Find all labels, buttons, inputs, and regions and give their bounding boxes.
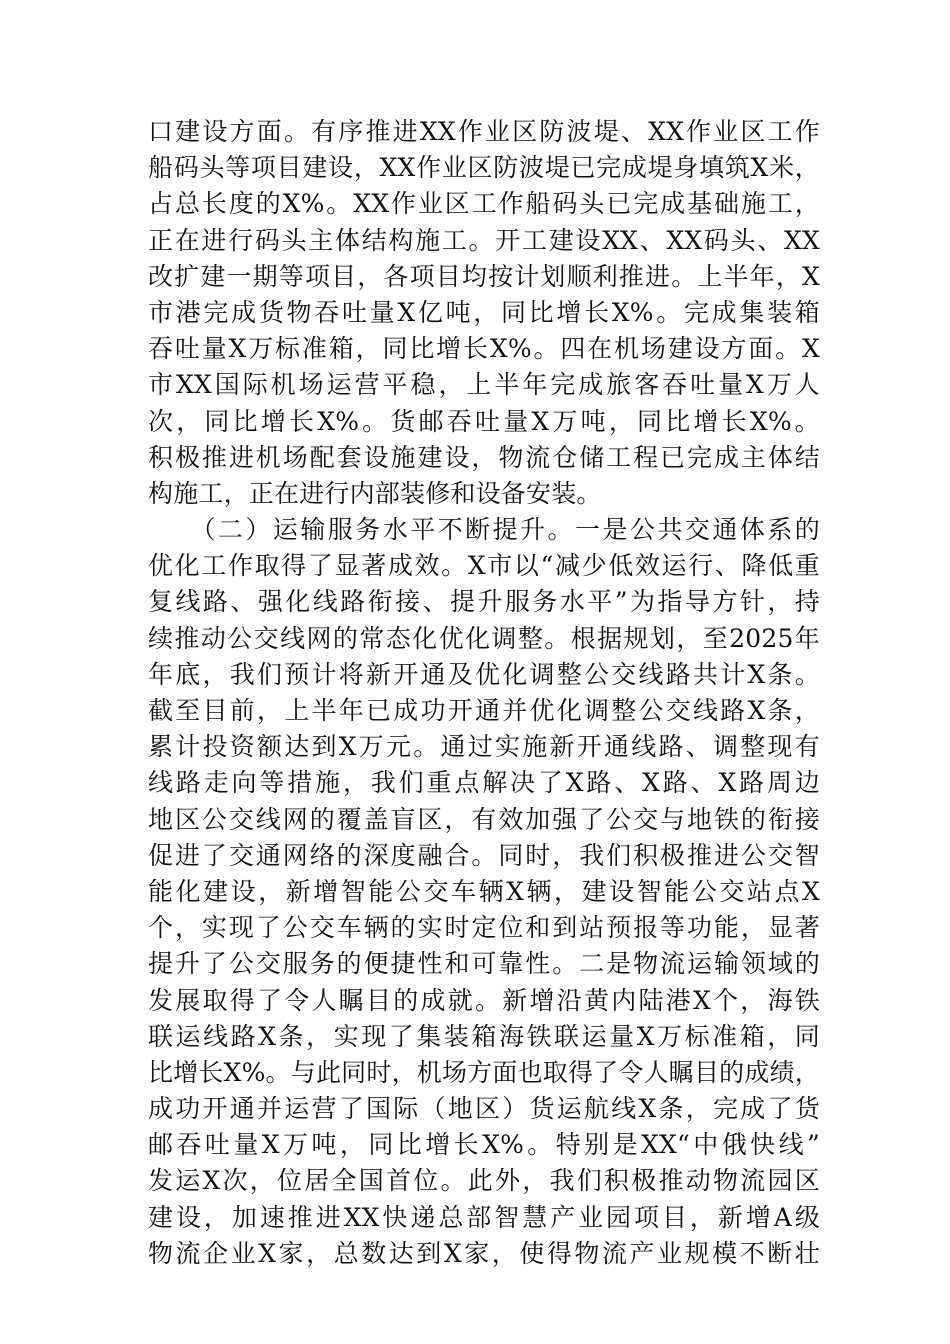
text-line: 地区公交线网的覆盖盲区，有效加强了公交与地铁的衔接 (148, 804, 820, 834)
text-line: 比增长X%。与此同时，机场方面也取得了令人瞩目的成绩， (148, 1057, 820, 1087)
text-line: 续推动公交线网的常态化优化调整。根据规划，至2025年 (148, 623, 820, 653)
text-line: 市港完成货物吞吐量X亿吨，同比增长X%。完成集装箱 (148, 297, 820, 327)
text-line: 联运线路X条，实现了集装箱海铁联运量X万标准箱，同 (148, 1021, 820, 1051)
text-line: 优化工作取得了显著成效。X市以“减少低效运行、降低重 (148, 551, 820, 581)
text-line: 线路走向等措施，我们重点解决了X路、X路、X路周边 (148, 768, 820, 798)
text-line: 截至目前，上半年已成功开通并优化调整公交线路X条， (148, 696, 820, 725)
text-line: 物流企业X家，总数达到X家，使得物流产业规模不断壮 (148, 1238, 820, 1268)
section-heading-line: （二）运输服务水平不断提升。一是公共交通体系的 (148, 515, 820, 545)
text-line: 发展取得了令人瞩目的成就。新增沿黄内陆港X个，海铁 (148, 985, 820, 1015)
text-line: 船码头等项目建设，XX作业区防波堤已完成堤身填筑X米， (148, 153, 820, 183)
text-line: 邮吞吐量X万吨，同比增长X%。特别是XX“中俄快线” (148, 1130, 820, 1160)
text-line: 构施工，正在进行内部装修和设备安装。 (148, 478, 602, 508)
text-line: 正在进行码头主体结构施工。开工建设XX、XX码头、XX (148, 225, 820, 255)
text-line: 建设，加速推进XX快递总部智慧产业园项目，新增A级 (148, 1202, 820, 1232)
text-line: 复线路、强化线路衔接、提升服务水平”为指导方针，持 (148, 587, 820, 617)
text-line: 累计投资额达到X万元。通过实施新开通线路、调整现有 (148, 732, 820, 762)
text-line: 口建设方面。有序推进XX作业区防波堤、XX作业区工作 (148, 117, 820, 146)
text-line: 能化建设，新增智能公交车辆X辆，建设智能公交站点X (148, 876, 820, 906)
text-line: 占总长度的X%。XX作业区工作船码头已完成基础施工， (148, 189, 820, 219)
text-line: 年底，我们预计将新开通及优化调整公交线路共计X条。 (148, 659, 820, 689)
text-line: 市XX国际机场运营平稳，上半年完成旅客吞吐量X万人 (148, 370, 820, 400)
text-line: 积极推进机场配套设施建设，物流仓储工程已完成主体结 (148, 442, 820, 472)
text-line: 发运X次，位居全国首位。此外，我们积极推动物流园区 (148, 1166, 820, 1196)
text-line: 提升了公交服务的便捷性和可靠性。二是物流运输领域的 (148, 949, 820, 979)
text-line: 个，实现了公交车辆的实时定位和到站预报等功能，显著 (148, 913, 820, 943)
text-line: 次，同比增长X%。货邮吞吐量X万吨，同比增长X%。 (148, 406, 820, 436)
text-line: 促进了交通网络的深度融合。同时，我们积极推进公交智 (148, 840, 820, 870)
body-text (148, 114, 820, 1272)
text-line: 成功开通并运营了国际（地区）货运航线X条，完成了货 (148, 1094, 820, 1124)
text-line: 改扩建一期等项目，各项目均按计划顺利推进。上半年，X (148, 261, 820, 291)
text-line: 吞吐量X万标准箱，同比增长X%。四在机场建设方面。X (148, 334, 820, 364)
